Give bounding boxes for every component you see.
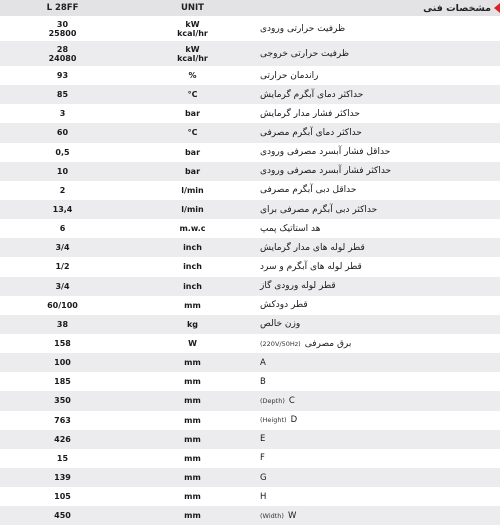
value: 3/4 bbox=[55, 281, 70, 291]
unit-cell bbox=[125, 205, 260, 214]
value-cell bbox=[0, 454, 125, 463]
value: 158 bbox=[54, 339, 71, 349]
unit: mm bbox=[184, 358, 201, 368]
unit-cell bbox=[125, 301, 260, 310]
table-row bbox=[0, 66, 500, 85]
value-cell bbox=[0, 396, 125, 405]
value-cell bbox=[0, 358, 125, 367]
value-cell bbox=[0, 377, 125, 386]
value: 6 bbox=[59, 224, 66, 234]
unit: mm bbox=[184, 415, 201, 425]
unit: l/min bbox=[181, 185, 204, 195]
unit-cell bbox=[125, 339, 260, 348]
unit: mm bbox=[184, 300, 201, 310]
description: حداکثر فشار مدار گرمایش bbox=[260, 108, 360, 119]
value: 185 bbox=[54, 377, 71, 387]
value-cell bbox=[0, 90, 125, 99]
description: برق مصرفی bbox=[304, 338, 352, 349]
value: 350 bbox=[54, 396, 71, 406]
unit-cell bbox=[125, 454, 260, 463]
description-cell bbox=[260, 205, 500, 215]
description-cell bbox=[260, 339, 500, 349]
description-cell bbox=[260, 243, 500, 253]
unit: kW bbox=[185, 44, 200, 54]
unit: °C bbox=[187, 128, 198, 138]
value: 1/2 bbox=[55, 262, 70, 272]
description-cell bbox=[260, 90, 500, 100]
value: 30 bbox=[56, 19, 69, 29]
value-cell bbox=[0, 435, 125, 444]
unit: mm bbox=[184, 377, 201, 387]
unit: °C bbox=[187, 90, 198, 100]
value-cell bbox=[0, 186, 125, 195]
value: 60 bbox=[56, 128, 69, 138]
description: H bbox=[260, 491, 267, 502]
table-row bbox=[0, 181, 500, 200]
value-secondary: 25800 bbox=[48, 28, 77, 38]
table-row bbox=[0, 238, 500, 257]
value-cell bbox=[0, 109, 125, 118]
value-cell bbox=[0, 243, 125, 252]
description: حداقل دبی آبگرم مصرفی bbox=[260, 185, 357, 196]
value-cell bbox=[0, 339, 125, 348]
unit-cell bbox=[125, 71, 260, 80]
value-cell bbox=[0, 262, 125, 271]
description-cell bbox=[260, 434, 500, 444]
description-cell bbox=[260, 415, 500, 425]
table-row bbox=[0, 468, 500, 487]
description: D bbox=[290, 415, 298, 426]
description: B bbox=[260, 376, 266, 387]
value: 85 bbox=[56, 90, 69, 100]
description: قطر دودکش bbox=[260, 300, 308, 311]
description-cell bbox=[260, 453, 500, 463]
table-row bbox=[0, 277, 500, 296]
value: 2 bbox=[59, 185, 66, 195]
unit: bar bbox=[184, 166, 201, 176]
description: F bbox=[260, 453, 265, 464]
description-cell bbox=[260, 147, 500, 157]
unit-cell bbox=[125, 243, 260, 252]
unit: inch bbox=[183, 243, 202, 253]
description: قطر لوله های مدار گرمایش bbox=[260, 242, 365, 253]
description-cell bbox=[260, 492, 500, 502]
description-cell bbox=[260, 109, 500, 119]
unit: mm bbox=[184, 511, 201, 521]
value-cell bbox=[0, 282, 125, 291]
description-note: (220V/50Hz) bbox=[260, 339, 301, 348]
value-secondary: 24080 bbox=[48, 53, 77, 63]
description-cell bbox=[260, 49, 500, 59]
description: قطر لوله های آبگرم و سرد bbox=[260, 261, 362, 272]
unit: kg bbox=[186, 319, 199, 329]
description: حداکثر فشار آبسرد مصرفی ورودی bbox=[260, 166, 392, 177]
value: 13,4 bbox=[52, 205, 73, 215]
description: حداکثر دمای آبگرم گرمایش bbox=[260, 89, 364, 100]
description-cell bbox=[260, 185, 500, 195]
table-title: مشخصات فنی bbox=[423, 2, 491, 14]
value: 10 bbox=[56, 166, 69, 176]
description-cell bbox=[260, 377, 500, 387]
red-arrow-icon bbox=[494, 3, 500, 13]
unit-cell bbox=[125, 167, 260, 176]
unit: mm bbox=[184, 492, 201, 502]
description: W bbox=[287, 510, 297, 521]
description: حداکثر دبی آبگرم مصرفی برای bbox=[260, 204, 378, 215]
value-cell bbox=[0, 148, 125, 157]
description-cell bbox=[260, 262, 500, 272]
description-cell bbox=[260, 281, 500, 291]
unit-secondary: kcal/hr bbox=[177, 53, 208, 63]
value-cell bbox=[0, 20, 125, 38]
unit-cell bbox=[125, 262, 260, 271]
value-cell bbox=[0, 301, 125, 310]
unit-cell bbox=[125, 90, 260, 99]
table-row bbox=[0, 353, 500, 372]
unit-cell bbox=[125, 435, 260, 444]
table-row bbox=[0, 430, 500, 449]
unit-cell bbox=[125, 282, 260, 291]
table-row bbox=[0, 219, 500, 238]
description: راندمان حرارتی bbox=[260, 70, 319, 81]
table-row bbox=[0, 143, 500, 162]
description: C bbox=[288, 395, 295, 406]
unit: l/min bbox=[181, 205, 204, 215]
table-row bbox=[0, 41, 500, 66]
table-body bbox=[0, 16, 500, 525]
value-cell bbox=[0, 128, 125, 137]
description: وزن خالص bbox=[260, 319, 301, 330]
description-note: (Width) bbox=[260, 511, 284, 520]
table-row bbox=[0, 257, 500, 276]
unit: kW bbox=[185, 19, 200, 29]
description-cell bbox=[260, 24, 500, 34]
unit-cell bbox=[125, 128, 260, 137]
unit: m.w.c bbox=[179, 224, 206, 234]
table-row bbox=[0, 315, 500, 334]
unit-cell bbox=[125, 396, 260, 405]
description-cell bbox=[260, 511, 500, 521]
unit-cell bbox=[125, 416, 260, 425]
unit: W bbox=[188, 339, 197, 349]
unit-secondary: kcal/hr bbox=[177, 28, 208, 38]
value: 450 bbox=[54, 511, 71, 521]
description-cell bbox=[260, 224, 500, 234]
description-note: (Depth) bbox=[260, 396, 285, 405]
unit: mm bbox=[184, 434, 201, 444]
title-header bbox=[260, 3, 500, 14]
table-row bbox=[0, 123, 500, 142]
unit: inch bbox=[183, 262, 202, 272]
unit-header: UNIT bbox=[181, 3, 204, 13]
description-cell bbox=[260, 473, 500, 483]
table-row bbox=[0, 449, 500, 468]
value: 105 bbox=[54, 492, 71, 502]
unit-cell bbox=[125, 320, 260, 329]
value: 3/4 bbox=[55, 243, 70, 253]
description-cell bbox=[260, 300, 500, 310]
unit: mm bbox=[184, 453, 201, 463]
unit-cell bbox=[125, 224, 260, 233]
value-cell bbox=[0, 473, 125, 482]
value-cell bbox=[0, 320, 125, 329]
unit-cell bbox=[125, 473, 260, 482]
unit-cell bbox=[125, 186, 260, 195]
value: 763 bbox=[54, 415, 71, 425]
description: هد استاتیک پمپ bbox=[260, 223, 321, 234]
table-row bbox=[0, 296, 500, 315]
value: 426 bbox=[54, 434, 71, 444]
description: ظرفیت حرارتی خروجی bbox=[260, 48, 350, 59]
value-cell bbox=[0, 45, 125, 63]
unit-cell bbox=[125, 109, 260, 118]
table-row bbox=[0, 200, 500, 219]
unit-cell bbox=[125, 45, 260, 63]
description-cell bbox=[260, 166, 500, 176]
description: A bbox=[260, 357, 266, 368]
table-row bbox=[0, 411, 500, 430]
value: 3 bbox=[59, 109, 66, 119]
unit-cell bbox=[125, 148, 260, 157]
value: 15 bbox=[56, 453, 69, 463]
unit: % bbox=[188, 71, 197, 81]
description-cell bbox=[260, 128, 500, 138]
unit-cell bbox=[125, 511, 260, 520]
unit: bar bbox=[184, 109, 201, 119]
value: 0,5 bbox=[55, 147, 70, 157]
unit: mm bbox=[184, 473, 201, 483]
value-cell bbox=[0, 167, 125, 176]
unit-cell bbox=[125, 377, 260, 386]
value: 93 bbox=[56, 71, 69, 81]
description-cell bbox=[260, 396, 500, 406]
description: G bbox=[260, 472, 267, 483]
description: E bbox=[260, 434, 266, 445]
table-row bbox=[0, 85, 500, 104]
description: حداقل فشار آبسرد مصرفی ورودی bbox=[260, 147, 391, 158]
model-header: L 28FF bbox=[46, 3, 79, 13]
table-row bbox=[0, 16, 500, 41]
table-row bbox=[0, 487, 500, 506]
value: 28 bbox=[56, 44, 69, 54]
description-cell bbox=[260, 319, 500, 329]
table-row bbox=[0, 506, 500, 525]
value-cell bbox=[0, 205, 125, 214]
value: 38 bbox=[56, 319, 69, 329]
description: ظرفیت حرارتی ورودی bbox=[260, 23, 346, 34]
value-cell bbox=[0, 416, 125, 425]
unit: bar bbox=[184, 147, 201, 157]
unit-cell bbox=[125, 358, 260, 367]
table-row bbox=[0, 104, 500, 123]
value: 139 bbox=[54, 473, 71, 483]
description: قطر لوله ورودی گاز bbox=[260, 281, 336, 292]
table-row bbox=[0, 334, 500, 353]
table-row bbox=[0, 391, 500, 410]
unit: mm bbox=[184, 396, 201, 406]
description: حداکثر دمای آبگرم مصرفی bbox=[260, 127, 362, 138]
description-note: (Height) bbox=[260, 416, 287, 425]
description-cell bbox=[260, 358, 500, 368]
description-cell bbox=[260, 71, 500, 81]
table-header bbox=[0, 0, 500, 16]
table-row bbox=[0, 162, 500, 181]
value-cell bbox=[0, 224, 125, 233]
table-row bbox=[0, 372, 500, 391]
unit-cell bbox=[125, 20, 260, 38]
value-cell bbox=[0, 71, 125, 80]
unit: inch bbox=[183, 281, 202, 291]
value-cell bbox=[0, 511, 125, 520]
value: 60/100 bbox=[47, 300, 78, 310]
value: 100 bbox=[54, 358, 71, 368]
